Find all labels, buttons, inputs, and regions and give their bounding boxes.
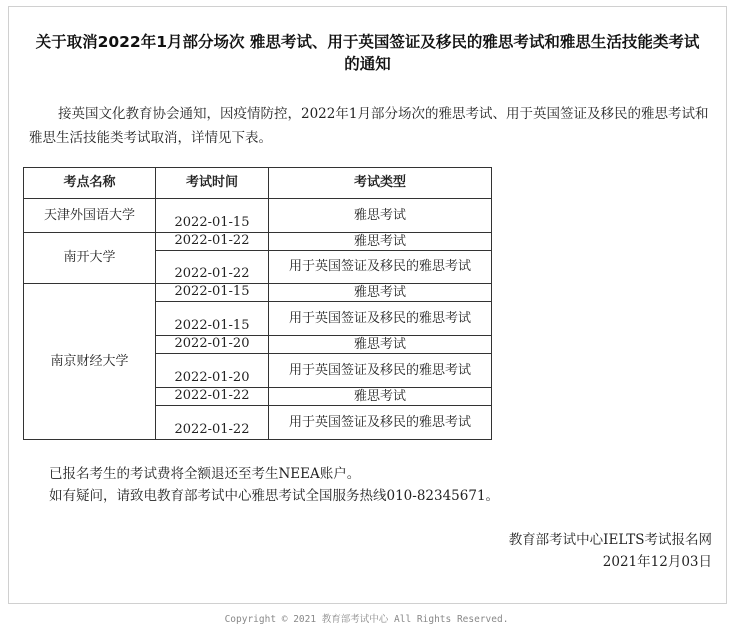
date-cell: 2022-01-22 (156, 406, 269, 440)
date-cell: 2022-01-20 (156, 354, 269, 388)
cancellation-table (23, 167, 492, 440)
type-cell: 用于英国签证及移民的雅思考试 (269, 406, 492, 440)
center-cell: 南开大学 (24, 233, 156, 284)
type-cell: 雅思考试 (269, 199, 492, 233)
header-type: 考试类型 (269, 168, 492, 199)
date-cell: 2022-01-22 (156, 233, 269, 251)
table-row (24, 199, 492, 233)
type-cell: 用于英国签证及移民的雅思考试 (269, 354, 492, 388)
date-cell: 2022-01-20 (156, 336, 269, 354)
refund-note: 已报名考生的考试费将全额退还至考生NEEA账户。 (49, 466, 361, 482)
notes (49, 463, 499, 507)
center-cell: 天津外国语大学 (24, 199, 156, 233)
table-header-row (24, 168, 492, 199)
type-cell: 雅思考试 (269, 336, 492, 354)
header-center: 考点名称 (24, 168, 156, 199)
hotline-note: 如有疑问，请致电教育部考试中心雅思考试全国服务热线010-82345671。 (49, 488, 500, 504)
type-cell: 雅思考试 (269, 284, 492, 302)
table-row (24, 284, 492, 302)
notice-title: 关于取消2022年1月部分场次 雅思考试、用于英国签证及移民的雅思考试和雅思生活技能类考试的通知 (35, 33, 700, 73)
header-date: 考试时间 (156, 168, 269, 199)
type-cell: 雅思考试 (269, 233, 492, 251)
date-cell: 2022-01-22 (156, 251, 269, 284)
date-cell: 2022-01-15 (156, 199, 269, 233)
type-cell: 用于英国签证及移民的雅思考试 (269, 302, 492, 336)
signature (509, 529, 712, 573)
notice-card (8, 6, 727, 604)
center-cell: 南京财经大学 (24, 284, 156, 440)
date-cell: 2022-01-15 (156, 284, 269, 302)
type-cell: 用于英国签证及移民的雅思考试 (269, 251, 492, 284)
copyright-footer: Copyright © 2021 教育部考试中心 All Rights Reserved. (224, 614, 509, 625)
type-cell: 雅思考试 (269, 388, 492, 406)
signature-org: 教育部考试中心IELTS考试报名网 (508, 532, 712, 548)
signature-date: 2021年12月03日 (602, 554, 712, 570)
notice-intro: 接英国文化教育协会通知，因疫情防控，2022年1月部分场次的雅思考试、用于英国签证及移民的雅思考试和雅思生活技能类考试取消，详情见下表。 (29, 106, 709, 146)
table-row (24, 233, 492, 251)
date-cell: 2022-01-15 (156, 302, 269, 336)
date-cell: 2022-01-22 (156, 388, 269, 406)
